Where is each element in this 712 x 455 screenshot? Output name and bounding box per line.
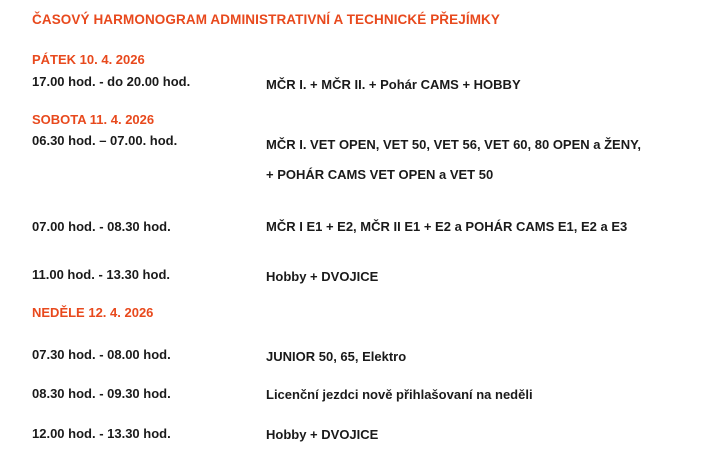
time-range: 11.00 hod. - 13.30 hod. [32,267,170,282]
schedule-description: JUNIOR 50, 65, Elektro [266,349,407,364]
schedule-description: Licenční jezdci nově přihlašovaní na neděli [266,387,533,402]
day-heading-saturday: SOBOTA 11. 4. 2026 [32,112,155,127]
schedule-description-continued: + POHÁR CAMS VET OPEN a VET 50 [266,167,494,182]
schedule-description: Hobby + DVOJICE [266,427,379,442]
time-range: 07.00 hod. - 08.30 hod. [32,219,171,234]
time-range: 12.00 hod. - 13.30 hod. [32,426,171,441]
schedule-description: Hobby + DVOJICE [266,269,379,284]
document-title: ČASOVÝ HARMONOGRAM ADMINISTRATIVNÍ A TECHNICKÉ PŘEJÍMKY [32,12,501,27]
day-heading-sunday: NEDĚLE 12. 4. 2026 [32,305,154,320]
schedule-description: MČR I. VET OPEN, VET 50, VET 56, VET 60, 80 OPEN a ŽENY, [266,137,641,152]
schedule-description: MČR I E1 + E2, MČR II E1 + E2 a POHÁR CAMS E1, E2 a E3 [266,219,628,234]
time-range: 07.30 hod. - 08.00 hod. [32,347,171,362]
schedule-description: MČR I. + MČR II. + Pohár CAMS + HOBBY [266,77,521,92]
time-range: 06.30 hod. – 07.00. hod. [32,133,178,148]
time-range: 08.30 hod. - 09.30 hod. [32,386,171,401]
day-heading-friday: PÁTEK 10. 4. 2026 [32,52,145,67]
time-range: 17.00 hod. - do 20.00 hod. [32,74,191,89]
